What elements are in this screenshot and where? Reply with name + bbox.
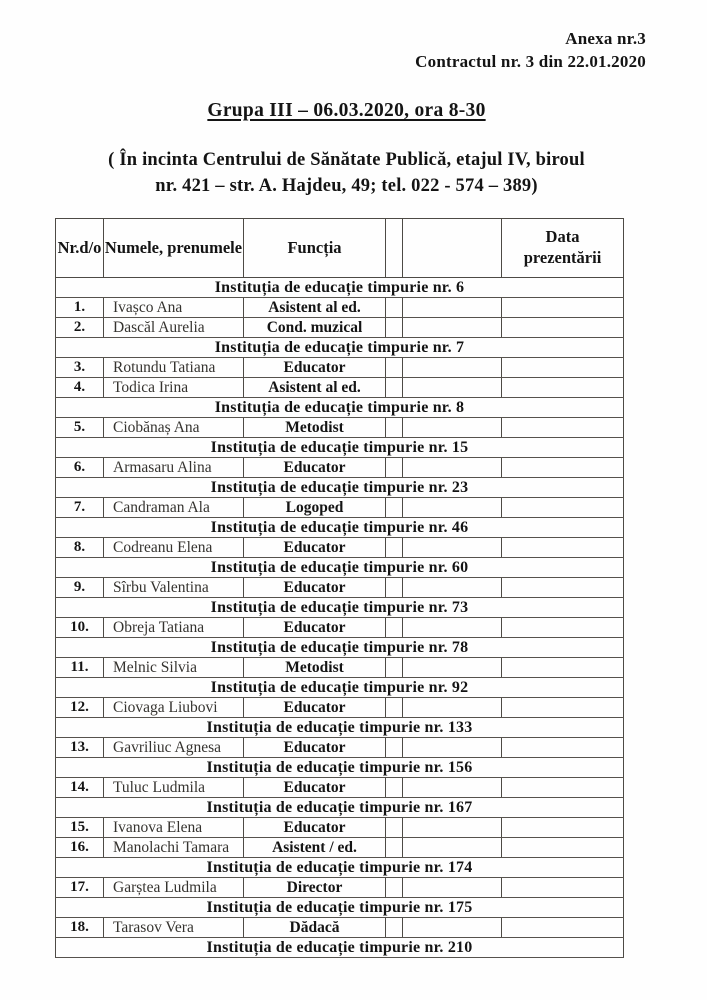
- empty-narrow-cell: [386, 358, 403, 378]
- empty-narrow-cell: [386, 418, 403, 438]
- empty-narrow-cell: [386, 838, 403, 858]
- date-presentation-cell: [502, 918, 624, 938]
- row-number-cell: 9.: [56, 578, 104, 598]
- table-row: [56, 698, 624, 718]
- table-row: [56, 658, 624, 678]
- name-cell: Todica Irina: [104, 378, 244, 398]
- row-number-cell: 1.: [56, 298, 104, 318]
- function-cell: Metodist: [244, 418, 386, 438]
- empty-narrow-cell: [386, 538, 403, 558]
- function-cell: Asistent al ed.: [244, 298, 386, 318]
- doc-header: [415, 27, 646, 74]
- empty-cell: [403, 778, 502, 798]
- date-presentation-cell: [502, 578, 624, 598]
- row-number-cell: 17.: [56, 878, 104, 898]
- function-cell: Dădacă: [244, 918, 386, 938]
- empty-cell: [403, 358, 502, 378]
- name-cell: Ivașco Ana: [104, 298, 244, 318]
- function-cell: Educator: [244, 538, 386, 558]
- page-subtitle: [0, 147, 693, 200]
- institution-group-row: [56, 798, 624, 818]
- function-cell: Director: [244, 878, 386, 898]
- table-row: [56, 298, 624, 318]
- name-cell: Obreja Tatiana: [104, 618, 244, 638]
- row-number-cell: 16.: [56, 838, 104, 858]
- empty-cell: [403, 698, 502, 718]
- institution-group-label: Instituția de educație timpurie nr. 174: [56, 858, 624, 878]
- institution-group-row: [56, 718, 624, 738]
- function-cell: Educator: [244, 738, 386, 758]
- name-cell: Rotundu Tatiana: [104, 358, 244, 378]
- function-cell: Educator: [244, 358, 386, 378]
- row-number-cell: 18.: [56, 918, 104, 938]
- col-header-empty-narrow: [386, 219, 403, 278]
- subtitle-line-1: ( În incinta Centrului de Sănătate Publică, etajul IV, biroul: [108, 150, 585, 170]
- institution-group-row: [56, 278, 624, 298]
- table-header-row: [56, 219, 624, 278]
- table-row: [56, 918, 624, 938]
- institution-group-row: [56, 558, 624, 578]
- institution-group-label: Instituția de educație timpurie nr. 156: [56, 758, 624, 778]
- empty-cell: [403, 918, 502, 938]
- institution-group-row: [56, 398, 624, 418]
- institution-group-row: [56, 898, 624, 918]
- empty-cell: [403, 618, 502, 638]
- table-row: [56, 378, 624, 398]
- institution-group-label: Instituția de educație timpurie nr. 60: [56, 558, 624, 578]
- function-cell: Cond. muzical: [244, 318, 386, 338]
- institution-group-label: Instituția de educație timpurie nr. 46: [56, 518, 624, 538]
- institution-group-row: [56, 518, 624, 538]
- empty-cell: [403, 818, 502, 838]
- table-row: [56, 878, 624, 898]
- name-cell: Sîrbu Valentina: [104, 578, 244, 598]
- function-cell: Educator: [244, 618, 386, 638]
- table-row: [56, 778, 624, 798]
- name-cell: Gavriliuc Agnesa: [104, 738, 244, 758]
- empty-narrow-cell: [386, 298, 403, 318]
- table-row: [56, 418, 624, 438]
- date-presentation-cell: [502, 458, 624, 478]
- table-row: [56, 458, 624, 478]
- date-presentation-cell: [502, 778, 624, 798]
- name-cell: Ciobănaș Ana: [104, 418, 244, 438]
- row-number-cell: 2.: [56, 318, 104, 338]
- empty-cell: [403, 318, 502, 338]
- empty-cell: [403, 878, 502, 898]
- table-row: [56, 838, 624, 858]
- empty-narrow-cell: [386, 698, 403, 718]
- function-cell: Educator: [244, 778, 386, 798]
- row-number-cell: 6.: [56, 458, 104, 478]
- contract-label: Contractul nr. 3 din 22.01.2020: [415, 52, 646, 72]
- empty-narrow-cell: [386, 318, 403, 338]
- table-row: [56, 618, 624, 638]
- date-presentation-cell: [502, 838, 624, 858]
- row-number-cell: 15.: [56, 818, 104, 838]
- name-cell: Tarasov Vera: [104, 918, 244, 938]
- annex-label: Anexa nr.3: [565, 29, 646, 48]
- empty-narrow-cell: [386, 658, 403, 678]
- institution-group-label: Instituția de educație timpurie nr. 210: [56, 938, 624, 958]
- row-number-cell: 8.: [56, 538, 104, 558]
- date-presentation-cell: [502, 318, 624, 338]
- row-number-cell: 10.: [56, 618, 104, 638]
- subtitle-line-2: nr. 421 – str. A. Hajdeu, 49; tel. 022 - 574 – 389): [155, 176, 538, 197]
- empty-narrow-cell: [386, 378, 403, 398]
- date-presentation-cell: [502, 298, 624, 318]
- date-presentation-cell: [502, 498, 624, 518]
- institution-group-row: [56, 338, 624, 358]
- date-presentation-cell: [502, 378, 624, 398]
- row-number-cell: 14.: [56, 778, 104, 798]
- function-cell: Educator: [244, 698, 386, 718]
- institution-group-row: [56, 678, 624, 698]
- empty-cell: [403, 458, 502, 478]
- col-header-name: Numele, prenumele: [104, 219, 244, 278]
- function-cell: Asistent al ed.: [244, 378, 386, 398]
- empty-narrow-cell: [386, 578, 403, 598]
- attendance-table: [55, 218, 624, 958]
- name-cell: Dascăl Aurelia: [104, 318, 244, 338]
- row-number-cell: 3.: [56, 358, 104, 378]
- row-number-cell: 4.: [56, 378, 104, 398]
- empty-cell: [403, 658, 502, 678]
- page-title-text: Grupa III – 06.03.2020, ora 8-30: [207, 100, 486, 121]
- institution-group-label: Instituția de educație timpurie nr. 133: [56, 718, 624, 738]
- name-cell: Tuluc Ludmila: [104, 778, 244, 798]
- institution-group-label: Instituția de educație timpurie nr. 167: [56, 798, 624, 818]
- row-number-cell: 7.: [56, 498, 104, 518]
- institution-group-row: [56, 478, 624, 498]
- institution-group-label: Instituția de educație timpurie nr. 8: [56, 398, 624, 418]
- empty-cell: [403, 498, 502, 518]
- row-number-cell: 12.: [56, 698, 104, 718]
- institution-group-label: Instituția de educație timpurie nr. 73: [56, 598, 624, 618]
- table-row: [56, 358, 624, 378]
- empty-narrow-cell: [386, 618, 403, 638]
- date-presentation-cell: [502, 878, 624, 898]
- function-cell: Metodist: [244, 658, 386, 678]
- empty-narrow-cell: [386, 458, 403, 478]
- name-cell: Ciovaga Liubovi: [104, 698, 244, 718]
- empty-cell: [403, 418, 502, 438]
- row-number-cell: 11.: [56, 658, 104, 678]
- empty-narrow-cell: [386, 878, 403, 898]
- date-presentation-cell: [502, 418, 624, 438]
- institution-group-label: Instituția de educație timpurie nr. 6: [56, 278, 624, 298]
- empty-cell: [403, 838, 502, 858]
- empty-narrow-cell: [386, 818, 403, 838]
- date-presentation-cell: [502, 618, 624, 638]
- table-row: [56, 498, 624, 518]
- name-cell: Codreanu Elena: [104, 538, 244, 558]
- date-presentation-cell: [502, 738, 624, 758]
- institution-group-row: [56, 638, 624, 658]
- empty-narrow-cell: [386, 498, 403, 518]
- institution-group-label: Instituția de educație timpurie nr. 92: [56, 678, 624, 698]
- page-title: [0, 100, 693, 122]
- function-cell: Asistent / ed.: [244, 838, 386, 858]
- table-row: [56, 738, 624, 758]
- function-cell: Educator: [244, 578, 386, 598]
- date-presentation-cell: [502, 658, 624, 678]
- institution-group-row: [56, 858, 624, 878]
- empty-narrow-cell: [386, 778, 403, 798]
- table-row: [56, 318, 624, 338]
- date-presentation-cell: [502, 698, 624, 718]
- function-cell: Educator: [244, 818, 386, 838]
- name-cell: Candraman Ala: [104, 498, 244, 518]
- institution-group-row: [56, 598, 624, 618]
- function-cell: Educator: [244, 458, 386, 478]
- institution-group-row: [56, 758, 624, 778]
- institution-group-label: Instituția de educație timpurie nr. 78: [56, 638, 624, 658]
- name-cell: Ivanova Elena: [104, 818, 244, 838]
- col-header-nr: Nr.d/o: [56, 219, 104, 278]
- empty-cell: [403, 578, 502, 598]
- empty-cell: [403, 298, 502, 318]
- date-presentation-cell: [502, 358, 624, 378]
- empty-narrow-cell: [386, 738, 403, 758]
- date-presentation-cell: [502, 818, 624, 838]
- empty-narrow-cell: [386, 918, 403, 938]
- name-cell: Armasaru Alina: [104, 458, 244, 478]
- empty-cell: [403, 538, 502, 558]
- name-cell: Melnic Silvia: [104, 658, 244, 678]
- empty-cell: [403, 378, 502, 398]
- institution-group-label: Instituția de educație timpurie nr. 15: [56, 438, 624, 458]
- row-number-cell: 5.: [56, 418, 104, 438]
- institution-group-label: Instituția de educație timpurie nr. 7: [56, 338, 624, 358]
- table-row: [56, 538, 624, 558]
- institution-group-label: Instituția de educație timpurie nr. 23: [56, 478, 624, 498]
- name-cell: Garștea Ludmila: [104, 878, 244, 898]
- col-header-date: Data prezentării: [502, 219, 624, 278]
- row-number-cell: 13.: [56, 738, 104, 758]
- institution-group-row: [56, 438, 624, 458]
- date-presentation-cell: [502, 538, 624, 558]
- empty-cell: [403, 738, 502, 758]
- institution-group-label: Instituția de educație timpurie nr. 175: [56, 898, 624, 918]
- table-row: [56, 578, 624, 598]
- col-header-empty: [403, 219, 502, 278]
- col-header-function: Funcția: [244, 219, 386, 278]
- table-row: [56, 818, 624, 838]
- institution-group-row: [56, 938, 624, 958]
- function-cell: Logoped: [244, 498, 386, 518]
- name-cell: Manolachi Tamara: [104, 838, 244, 858]
